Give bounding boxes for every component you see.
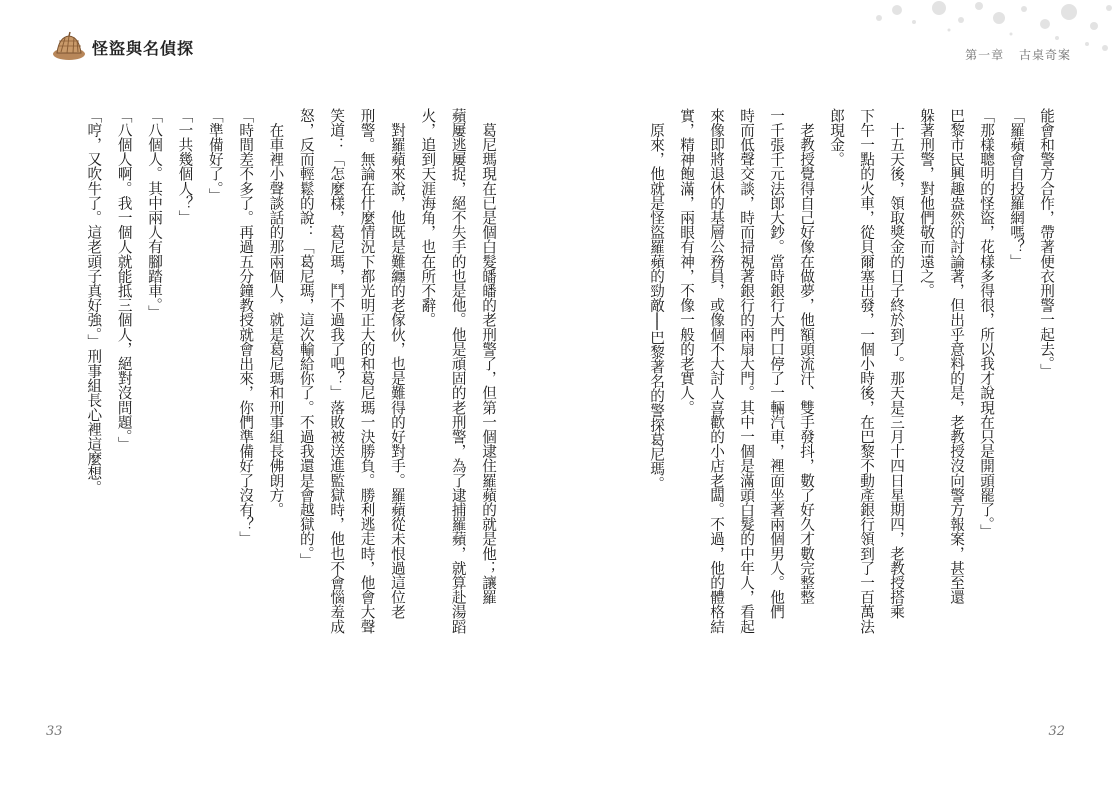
chapter-label: 第一章 [965, 48, 1005, 62]
text-column: 蘋屢逃屢捉，絕不失手的也是他。他是頑固的老刑警，為了逮捕羅蘋，就算赴湯蹈 [449, 108, 467, 634]
text-column: 「一共幾個人？」 [176, 108, 194, 225]
text-column: 「八個人。其中兩人有腳踏車。」 [146, 108, 164, 320]
text-column: 葛尼瑪現在已是個白髮皤皤的老刑警了，但第一個逮住羅蘋的就是他；讓羅 [480, 108, 497, 605]
text-column: 「準備好了。」 [206, 108, 224, 203]
book-title: 怪盜與名偵探 [92, 38, 195, 58]
text-column: 對羅蘋來說，他既是難纏的老傢伙，也是難得的好對手。羅蘋從未恨過這位老 [388, 108, 406, 619]
text-column: 「八個人啊。我一個人就能抵三個人，絕對沒問題。」 [115, 108, 133, 452]
text-column: 郎現金。 [828, 108, 845, 167]
text-column: 能會和警方合作，帶著便衣刑警一起去。」 [1038, 108, 1055, 379]
text-column: 「哼，又吹牛了。這老頭子真好強。」刑事組長心裡這麼想。 [85, 108, 103, 495]
text-column: 「時間差不多了。再過五分鐘教授就會出來，你們準備好了沒有？」 [237, 108, 255, 546]
text-column: 笑道：「怎麼樣，葛尼瑪，鬥不過我了吧？」落敗被送進監獄時，他也不會惱羞成 [328, 108, 346, 634]
text-column: 在車裡小聲談話的那兩個人，就是葛尼瑪和刑事組長佛朗方。 [267, 108, 285, 517]
page-number-right: 32 [1048, 724, 1065, 739]
text-column: 實，精神飽滿，兩眼有神，不像一般的老實人。 [678, 108, 695, 415]
text-column: 火，追到天涯海角，也在所不辭。 [419, 108, 437, 327]
text-column: 來像即將退休的基層公務員，或像個不大討人喜歡的小店老闆。不過，他的體格結 [708, 108, 725, 634]
text-column: 刑警。無論在什麼情況下都光明正大的和葛尼瑪一決勝負。勝利逃走時，他會大聲 [358, 108, 376, 634]
text-column: 十五天後，領取獎金的日子終於到了。那天是三月十四日星期四，老教授搭乘 [888, 108, 905, 619]
text-column: 老教授覺得自己好像在做夢，他額頭流汗、雙手發抖，數了好久才數完整整 [798, 108, 815, 605]
right-page-text [633, 108, 1055, 634]
text-column: 一千張千元法郎大鈔。當時銀行大門口停了一輛汽車，裡面坐著兩個男人。他們 [768, 108, 785, 619]
text-column: 原來，他就是怪盜羅蘋的勁敵──巴黎著名的警探葛尼瑪。 [648, 108, 665, 491]
text-column: 時而低聲交談，時而掃視著銀行的兩扇大門。其中一個是滿頭白髮的中年人，看起 [738, 108, 755, 634]
text-column: 怒，反而輕鬆的說：「葛尼瑪，這次輸給你了。不過我還是會越獄的。」 [297, 108, 315, 568]
text-column: 巴黎市民興趣盎然的討論著，但出乎意料的是，老教授沒向警方報案，甚至還 [948, 108, 965, 605]
chapter-header [955, 46, 1071, 63]
page-number-left: 33 [46, 724, 63, 739]
chapter-title: 古桌奇案 [1018, 48, 1071, 62]
text-column: 躲著刑警，對他們敬而遠之。 [918, 108, 935, 298]
text-column: 「羅蘋會自投羅網嗎？」 [1008, 108, 1025, 269]
text-column: 下午一點的火車，從貝爾塞出發，一個小時後，在巴黎不動產銀行領到了一百萬法 [858, 108, 875, 634]
detective-hat-icon [52, 32, 86, 62]
book-header [52, 32, 194, 62]
text-column: 「那樣聰明的怪盜，花樣多得很，所以我才說現在只是開頭罷了。」 [978, 108, 995, 539]
ink-splatter-decoration [859, 0, 1119, 80]
left-page-text [70, 108, 497, 634]
